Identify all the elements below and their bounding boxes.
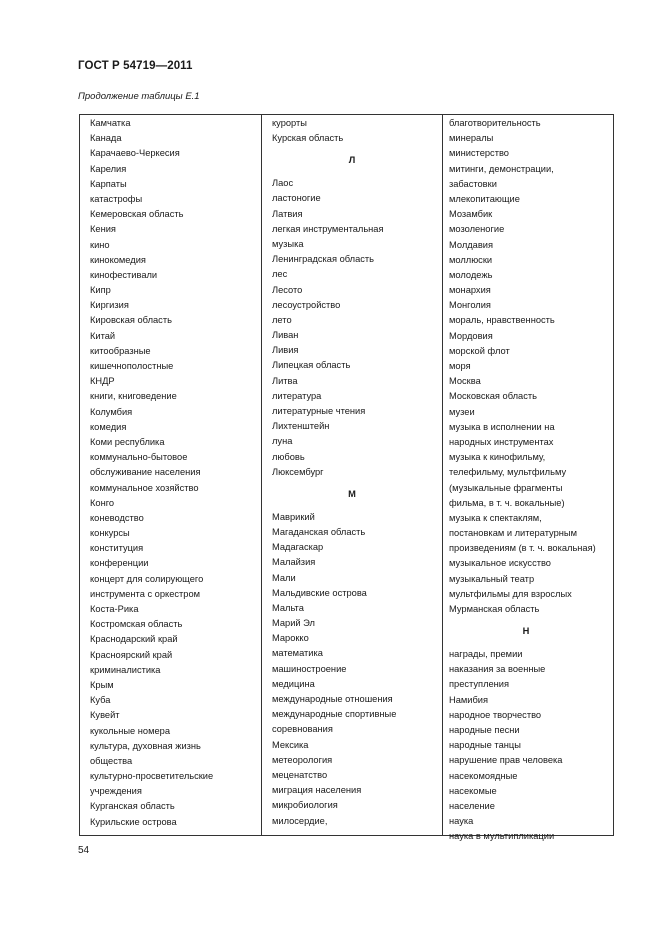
index-entry: благотворительность (449, 118, 541, 128)
index-entry: Мозамбик (449, 209, 493, 220)
index-entry: конституция (90, 543, 144, 554)
index-entry: Костромская область (90, 619, 183, 630)
index-entry: насекомоядные (449, 770, 518, 781)
index-entry: фильма, в т. ч. вокальные) (449, 497, 565, 508)
index-entry: кинофестивали (90, 269, 158, 280)
index-entry: молодежь (449, 269, 493, 280)
index-entry: обслуживание населения (90, 467, 201, 478)
index-entry: музыка в исполнении на (449, 421, 555, 432)
index-entry: мультфильмы для взрослых (449, 588, 572, 599)
index-entry: Карелия (90, 163, 127, 174)
table-column-3 (443, 115, 613, 842)
index-entry: население (449, 800, 495, 811)
table-caption: Продолжение таблицы Е.1 (78, 91, 200, 102)
index-entry: Лесото (272, 284, 303, 295)
index-entry: луна (272, 436, 293, 447)
index-entry: Кемеровская область (90, 209, 184, 220)
index-entry: Ленинградская область (272, 254, 375, 265)
index-entry: литература (272, 390, 322, 401)
index-entry: моллюски (449, 254, 493, 265)
index-entry: кукольные номера (90, 725, 171, 736)
index-entry: Мурманская область (449, 604, 540, 614)
index-entry: музыкальное искусство (449, 558, 551, 569)
index-entry: награды, премии (449, 649, 523, 659)
index-entry: преступления (449, 679, 510, 690)
index-entry: учреждения (90, 786, 142, 797)
index-entry: международные спортивные (272, 709, 397, 720)
index-entry: Маврикий (272, 511, 315, 522)
index-entry: коммунально-бытовое (90, 452, 188, 463)
index-entry: Карачаево-Черкесия (90, 148, 180, 159)
index-entry: Конго (90, 497, 115, 508)
index-entry: Курильские острова (90, 816, 177, 827)
index-entry: Лаос (272, 178, 294, 189)
index-entry: Киргизия (90, 300, 129, 311)
index-entry: мораль, нравственность (449, 315, 555, 326)
index-entry: Кения (90, 224, 116, 235)
index-entry: Намибия (449, 694, 489, 705)
index-entry: Мексика (272, 739, 309, 750)
index-entry: соревнования (272, 724, 333, 735)
index-entry: Курская область (272, 133, 344, 144)
index-entry: народное творчество (449, 709, 542, 720)
index-entry: криминалистика (90, 664, 161, 675)
section-letter: Н (522, 626, 530, 636)
index-entry: милосердие, (272, 815, 328, 826)
index-entry: математика (272, 648, 323, 659)
index-entry: международные отношения (272, 694, 393, 704)
index-entry: миграция населения (272, 785, 362, 796)
index-entry: Колумбия (90, 406, 133, 417)
index-entry: Мали (272, 572, 296, 583)
index-entry: Краснодарский край (90, 634, 178, 645)
index-entry: Монголия (449, 300, 491, 311)
index-entry: Липецкая область (272, 360, 351, 371)
index-entry: Мальта (272, 602, 304, 613)
index-entry: Китай (90, 330, 116, 341)
index-entry: метеорология (272, 754, 333, 765)
subject-index-table (79, 114, 614, 842)
index-entry: Кипр (90, 285, 111, 296)
index-entry: Литва (272, 375, 298, 386)
index-entry: лес (272, 269, 288, 280)
index-entry: общества (90, 755, 133, 766)
index-entry: млекопитающие (449, 193, 520, 204)
index-entry: машиностроение (272, 663, 347, 674)
index-entry: инструмента с оркестром (90, 588, 201, 599)
index-entry: медицина (272, 678, 315, 689)
index-entry: Крым (90, 679, 114, 690)
table-column-1 (80, 115, 262, 835)
index-entry: лето (272, 314, 292, 325)
index-entry: наука (449, 816, 474, 827)
index-entry: Малайзия (272, 557, 316, 568)
index-entry: музыкальный театр (449, 573, 535, 584)
index-entry: Куба (90, 695, 111, 706)
index-entry: минералы (449, 133, 494, 144)
index-entry: народные танцы (449, 740, 521, 751)
index-entry: кинокомедия (90, 254, 146, 265)
index-entry: Марий Эл (272, 618, 315, 629)
document-title: ГОСТ Р 54719—2011 (78, 60, 193, 72)
index-entry: Канада (90, 133, 122, 144)
index-entry: Латвия (272, 208, 303, 219)
index-entry: коневодство (90, 512, 144, 523)
index-entry: катастрофы (90, 193, 143, 204)
index-entry: Кувейт (90, 710, 120, 721)
index-entry: Коми республика (90, 436, 165, 447)
index-entry: культурно-просветительские (90, 771, 214, 782)
index-entry: мозоленогие (449, 224, 505, 235)
index-entry: любовь (272, 451, 305, 462)
index-entry: Люксембург (272, 466, 324, 477)
index-entry: меценатство (272, 769, 328, 780)
index-entry: морской флот (449, 345, 510, 356)
index-entry: моря (449, 361, 471, 371)
index-entry: Ливан (272, 330, 299, 341)
index-entry: телефильму, мультфильму (449, 467, 567, 478)
index-entry: конкурсы (90, 528, 130, 539)
index-entry: курорты (272, 118, 307, 128)
index-entry: культура, духовная жизнь (90, 740, 201, 751)
index-entry: Марокко (272, 633, 309, 644)
index-entry: Мальдивские острова (272, 587, 367, 598)
index-entry: митинги, демонстрации, (449, 163, 554, 174)
page-number: 54 (78, 845, 90, 856)
index-entry: коммунальное хозяйство (90, 482, 199, 493)
index-entry: забастовки (449, 178, 497, 189)
index-entry: нарушение прав человека (449, 755, 563, 766)
index-entry: микробиология (272, 800, 338, 811)
index-entry: концерт для солирующего (90, 573, 204, 584)
index-entry: Ливия (272, 345, 299, 356)
index-entry: Камчатка (90, 118, 131, 128)
index-entry: наука в мультипликации (449, 831, 555, 842)
index-entry: (музыкальные фрагменты (449, 482, 563, 493)
index-entry: лесоустройство (272, 299, 341, 310)
index-entry: народные песни (449, 724, 520, 735)
index-entry: Курганская область (90, 801, 175, 812)
index-entry: наказания за военные (449, 664, 546, 675)
index-entry: легкая инструментальная (272, 223, 384, 234)
index-entry: министерство (449, 148, 509, 159)
index-entry: Московская область (449, 391, 537, 402)
index-entry: монархия (449, 285, 491, 296)
index-entry: китообразные (90, 345, 151, 356)
index-entry: Мадагаскар (272, 542, 324, 553)
index-entry: конференции (90, 558, 149, 569)
index-entry: Магаданская область (272, 526, 366, 537)
section-letter: М (348, 488, 356, 499)
index-entry: литературные чтения (272, 406, 366, 416)
index-entry: ластоногие (272, 193, 321, 204)
index-entry: Мордовия (449, 330, 493, 341)
index-entry: музыка (272, 238, 304, 249)
index-entry: Кировская область (90, 315, 172, 326)
index-entry: Молдавия (449, 239, 494, 250)
index-entry: народных инструментах (449, 436, 554, 447)
index-entry: произведениям (в т. ч. вокальная) (449, 543, 596, 554)
index-entry: музыка к кинофильму, (449, 452, 546, 463)
index-entry: КНДР (90, 376, 115, 387)
index-entry: постановкам и литературным (449, 528, 577, 539)
table-column-2 (262, 115, 443, 835)
index-entry: кишечнополостные (90, 361, 174, 371)
index-entry: Красноярский край (90, 649, 173, 660)
index-entry: книги, книговедение (90, 391, 177, 402)
index-entry: насекомые (449, 785, 497, 796)
index-entry: кино (90, 239, 110, 250)
index-entry: Коста-Рика (90, 604, 139, 614)
index-entry: Карпаты (90, 178, 127, 189)
index-entry: Лихтенштейн (272, 421, 330, 432)
index-entry: комедия (90, 421, 127, 432)
section-letter: Л (348, 155, 356, 166)
index-entry: музыка к спектаклям, (449, 512, 542, 523)
index-entry: музеи (449, 406, 475, 417)
index-entry: Москва (449, 376, 481, 387)
